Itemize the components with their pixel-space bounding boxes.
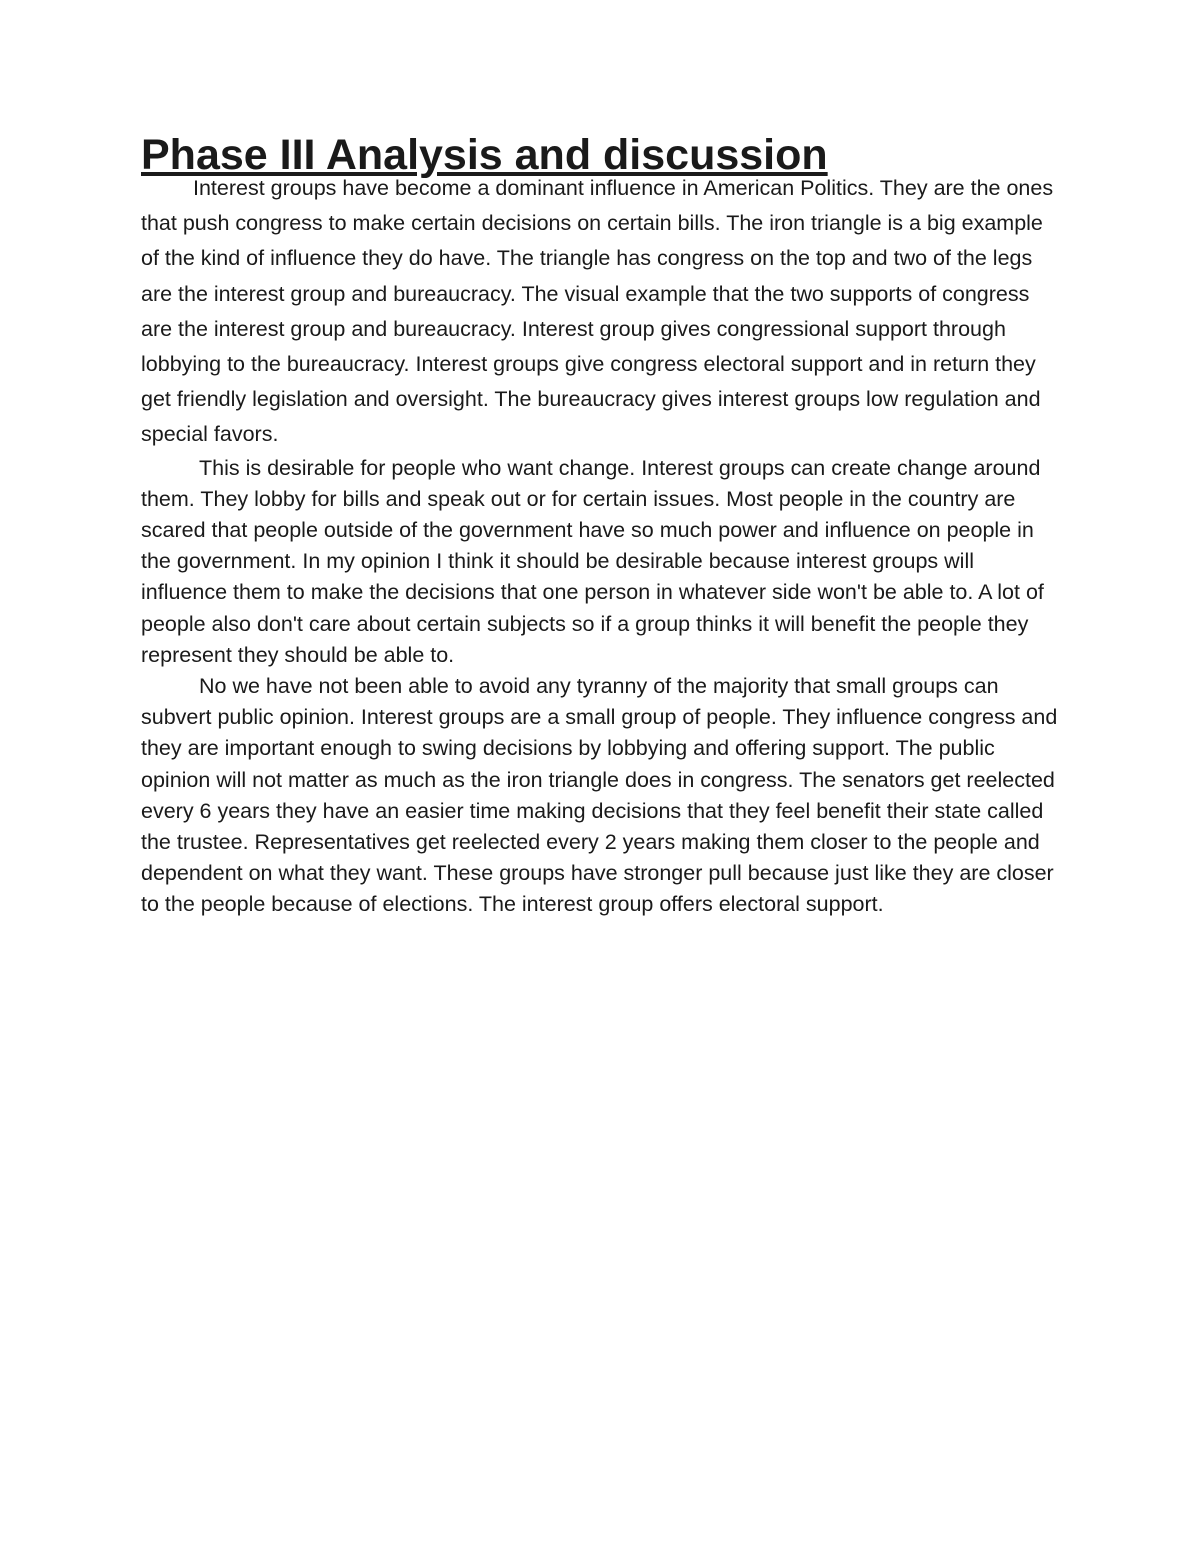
section-heading: Phase III Analysis and discussion: [141, 131, 828, 179]
paragraph-1: Interest groups have become a dominant influence in American Politics. They are the ones that push congress to make certain decisions on certain bills. The iron triangle is a big example of the kind of influence they do have. The triangle has congress on the top and two of the legs are the interest group and bureaucracy. The visual example that the two supports of congress are the interest group and bureaucracy. Interest group gives congressional support through lobbying to the bureaucracy. Interest groups give congress electoral support and in return they get friendly legislation and oversight. The bureaucracy gives interest groups low regulation and special favors.: [141, 176, 1054, 447]
paragraph-3: No we have not been able to avoid any tyranny of the majority that small groups can subvert public opinion. Interest groups are a small group of people. They influence congress and they are important enough to swing decisions by lobbying and offering support. The public opinion will not matter as much as the iron triangle does in congress. The senators get reelected every 6 years they have an easier time making decisions that they feel benefit their state called the trustee. Representatives get reelected every 2 years making them closer to the people and dependent on what they want. These groups have stronger pull because just like they are closer to the people because of elections. The interest group offers electoral support.: [141, 674, 1058, 917]
document-body: [141, 131, 1061, 921]
paragraph-2: This is desirable for people who want change. Interest groups can create change around them. They lobby for bills and speak out or for certain issues. Most people in the country are scared that people outside of the government have so much power and influence on people in the government. In my opinion I think it should be desirable because interest groups will influence them to make the decisions that one person in whatever side won't be able to. A lot of people also don't care about certain subjects so if a group thinks it will benefit the people they represent they should be able to.: [141, 455, 1044, 667]
